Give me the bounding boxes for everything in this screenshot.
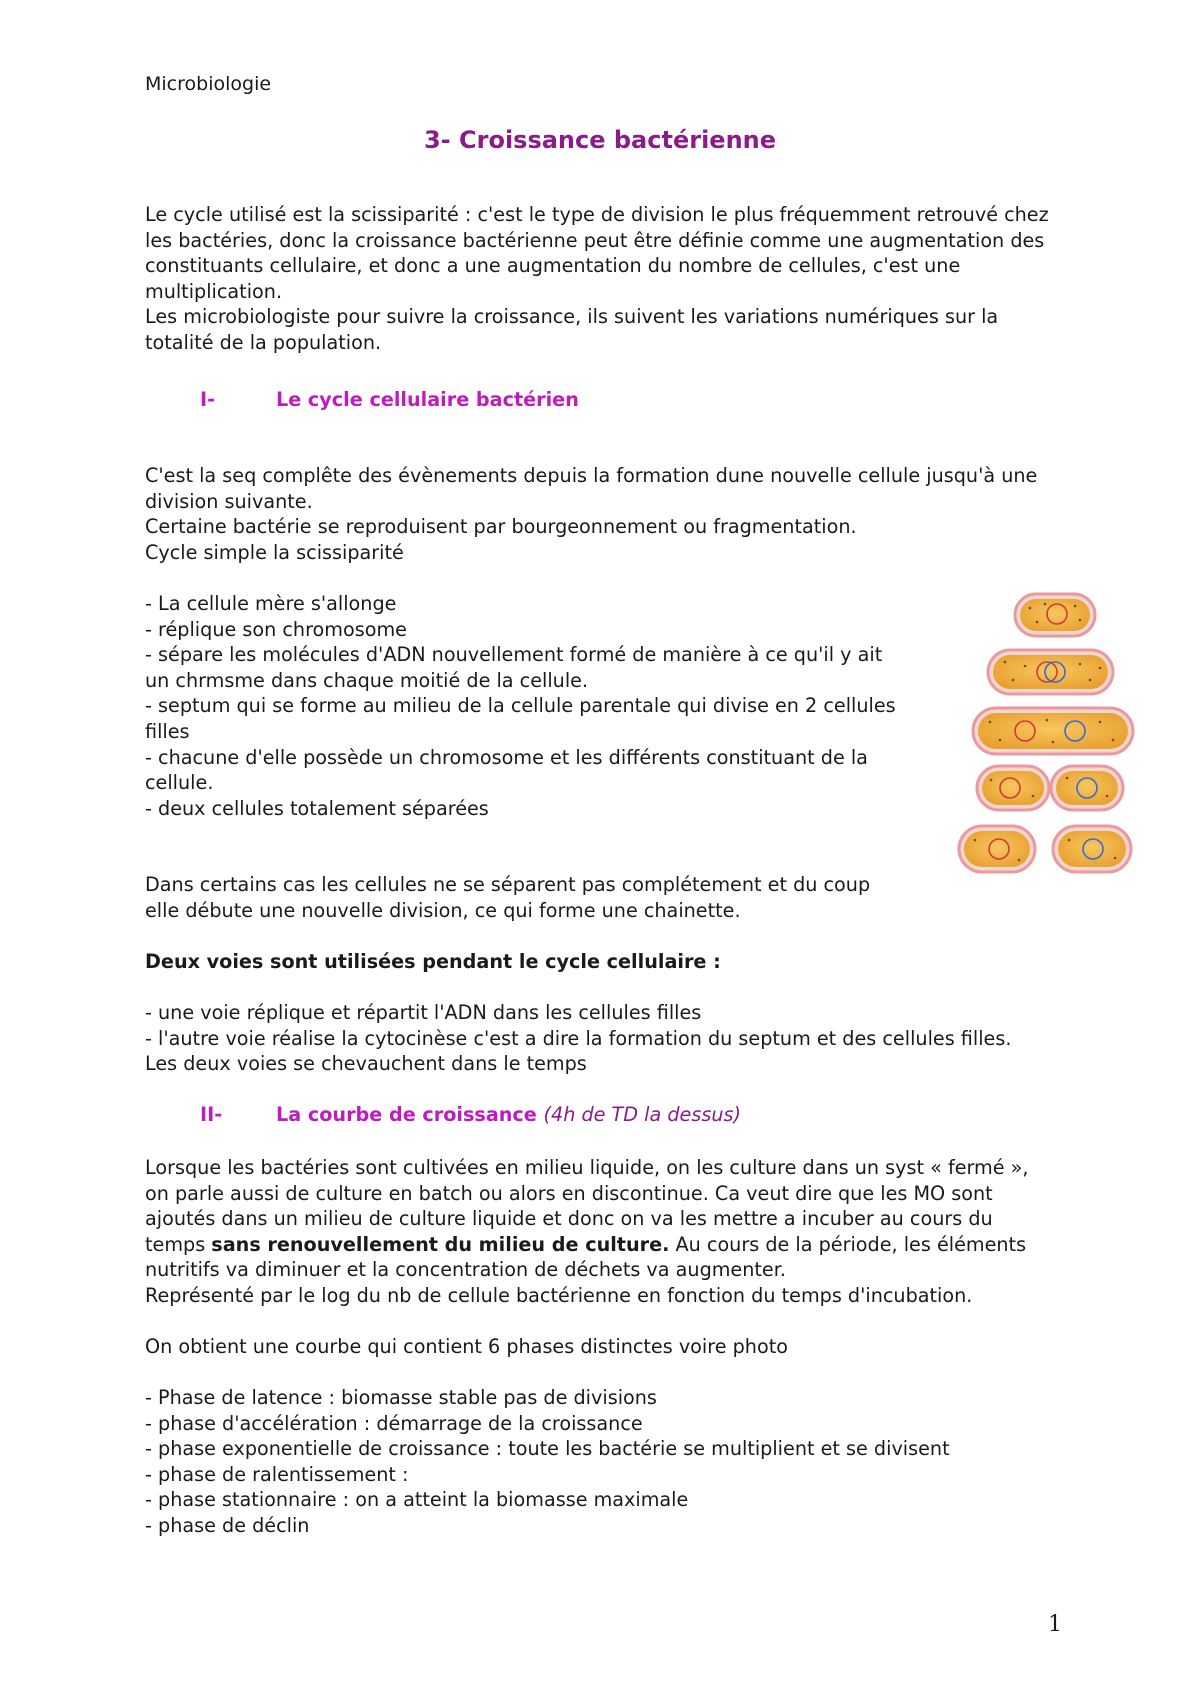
list-item: - septum qui se forme au milieu de la cellule parentale qui divise en 2 cellules: [145, 694, 896, 718]
section-title: La courbe de croissance: [276, 1103, 537, 1126]
text-line: Cycle simple la scissiparité: [145, 540, 404, 564]
chain-paragraph: [145, 872, 935, 923]
list-item: filles: [145, 719, 190, 743]
list-item: - chacune d'elle possède un chromosome et les différents constituant de la: [145, 745, 868, 769]
text-line: constituants cellulaire, et donc a une augmentation du nombre de cellules, c'est une: [145, 254, 961, 278]
emphasis: sans renouvellement du milieu de culture.: [211, 1232, 670, 1256]
text-line: elle débute une nouvelle division, ce qui forme une chainette.: [145, 898, 741, 922]
cell-stage-3: [973, 708, 1133, 754]
section-number: I-: [200, 388, 216, 411]
phases-list: [145, 1385, 1075, 1539]
text-line: Lorsque les bactéries sont cultivées en milieu liquide, on les culture dans un syst « fermé »,: [145, 1156, 1029, 1179]
list-item: un chrmsme dans chaque moitié de la cellule.: [145, 668, 589, 692]
page-number: 1: [1048, 1612, 1062, 1637]
cell-stage-5: [959, 826, 1131, 872]
cell-stage-4: [977, 766, 1123, 810]
text-line: Le cycle utilisé est la scissiparité : c'est le type de division le plus fréquemment retrouvé chez: [145, 203, 1049, 226]
bold-statement: Deux voies sont utilisées pendant le cycle cellulaire :: [145, 950, 721, 973]
list-item: - l'autre voie réalise la cytocinèse c'est a dire la formation du septum et des cellules filles.: [145, 1026, 1012, 1050]
list-item: - deux cellules totalement séparées: [145, 796, 489, 820]
pathways-list: [145, 1000, 1075, 1077]
section-number: II-: [200, 1103, 223, 1126]
section-title: Le cycle cellulaire bactérien: [276, 388, 579, 411]
section1-paragraph: [145, 463, 1075, 565]
text-line: C'est la seq complête des évènements depuis la formation dune nouvelle cellule jusqu'à une: [145, 464, 1038, 487]
section2-paragraph: [145, 1155, 1075, 1309]
list-item: cellule.: [145, 771, 214, 795]
text-line: totalité de la population.: [145, 330, 382, 354]
document-title: 3- Croissance bactérienne: [423, 126, 777, 154]
binary-fission-illustration: [955, 590, 1135, 880]
section-note: (4h de TD la dessus): [543, 1103, 741, 1126]
cell-stage-2: [988, 650, 1113, 694]
text-line: les bactéries, donc la croissance bactérienne peut être définie comme une augmentation des: [145, 228, 1045, 252]
section-heading-2: [200, 1103, 741, 1126]
text-line: ajoutés dans un milieu de culture liquide et donc on va les mettre a incuber au cours du: [145, 1207, 993, 1231]
page-header: Microbiologie: [145, 73, 272, 95]
list-item: - une voie réplique et répartit l'ADN dans les cellules filles: [145, 1001, 702, 1024]
cell-stage-1: [1015, 594, 1095, 636]
section-heading-1: [200, 388, 579, 411]
curve-sentence: On obtient une courbe qui contient 6 phases distinctes voire photo: [145, 1335, 788, 1358]
text-line: on parle aussi de culture en batch ou alors en discontinue. Ca veut dire que les MO sont: [145, 1181, 993, 1205]
text-line: Représenté par le log du nb de cellule bactérienne en fonction du temps d'incubation.: [145, 1283, 973, 1307]
list-item: - Phase de latence : biomasse stable pas de divisions: [145, 1386, 657, 1409]
text-line: Les microbiologiste pour suivre la croissance, ils suivent les variations numériques sur la: [145, 305, 999, 329]
list-item: - phase de déclin: [145, 1513, 310, 1537]
text-line: temps sans renouvellement du milieu de culture. Au cours de la période, les éléments: [145, 1232, 1027, 1256]
division-steps-list: [145, 591, 935, 821]
list-item: - phase de ralentissement :: [145, 1462, 409, 1486]
list-item: - réplique son chromosome: [145, 617, 407, 641]
list-item: - La cellule mère s'allonge: [145, 592, 397, 615]
intro-paragraph: [145, 202, 1075, 356]
list-item: - phase d'accélération : démarrage de la croissance: [145, 1411, 643, 1435]
list-item: - phase stationnaire : on a atteint la biomasse maximale: [145, 1488, 689, 1512]
list-item: - sépare les molécules d'ADN nouvellement formé de manière à ce qu'il y ait: [145, 643, 883, 667]
text-line: nutritifs va diminuer et la concentration de déchets va augmenter.: [145, 1258, 786, 1282]
list-item: - phase exponentielle de croissance : toute les bactérie se multiplient et se divisent: [145, 1437, 950, 1461]
text-line: Dans certains cas les cellules ne se séparent pas complétement et du coup: [145, 873, 871, 896]
text-line: Certaine bactérie se reproduisent par bourgeonnement ou fragmentation.: [145, 515, 857, 539]
text-line: division suivante.: [145, 489, 313, 513]
text-line: multiplication.: [145, 279, 283, 303]
list-item: Les deux voies se chevauchent dans le temps: [145, 1052, 587, 1076]
